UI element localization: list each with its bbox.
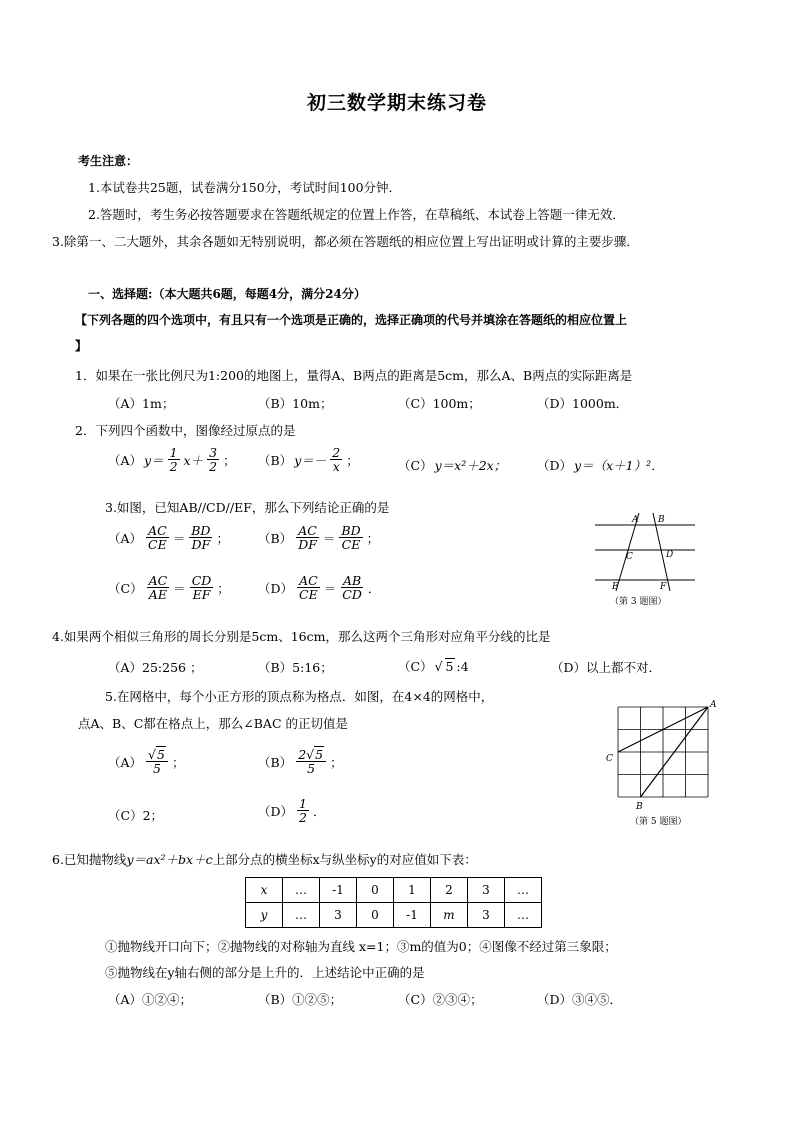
q5-label-d: （D）: [258, 803, 294, 819]
q4-option-c: [398, 657, 469, 675]
q3-d-f1-den: CE: [299, 587, 318, 603]
q3-c-frac2: [190, 574, 214, 601]
q5-d-end: ．: [312, 803, 326, 819]
q6-stem-expr: y＝ax²＋bx＋c: [126, 852, 213, 867]
q3-stem: 3.如图，已知AB//CD//EF，那么下列结论正确的是: [105, 500, 390, 515]
q3-label-b: （B）: [258, 530, 293, 546]
q3-option-d: [258, 574, 380, 601]
q5-figure-caption: （第 5 题图）: [630, 817, 687, 827]
table-cell: …: [283, 903, 320, 928]
table-cell: 3: [468, 878, 505, 903]
q4-c-rest: :4: [456, 658, 469, 674]
q3-figure-caption: （第 3 题图）: [610, 597, 667, 607]
q2-label-d: （D）: [537, 458, 573, 473]
q3-b-f2-den: CE: [341, 537, 361, 553]
q3-label-c: （C）: [108, 580, 143, 596]
q5-a-root: 5: [157, 747, 165, 762]
q3-option-a: [108, 524, 229, 551]
q5-a-frac: [146, 748, 168, 775]
q3-option-b: [258, 524, 379, 551]
q2-a-frac1-num: 1: [169, 445, 178, 460]
notice-item-1: 1.本试卷共25题，试卷满分150分，考试时间100分钟．: [88, 180, 402, 195]
sqrt-icon: √: [306, 747, 315, 762]
q2-a-frac2: [207, 446, 219, 473]
q2-a-mid: x＋: [183, 452, 204, 468]
q2-c-expr: y＝x²＋2x；: [434, 458, 507, 473]
q3-b-f1-num: AC: [298, 523, 317, 538]
sqrt-icon: √: [148, 747, 156, 762]
q5-b-den: 5: [307, 761, 316, 777]
q5-stem-line2: 点A、B、C都在格点上，那么∠BAC 的正切值是: [78, 716, 349, 731]
q6-option-a: （A）①②④；: [108, 992, 193, 1007]
q3-label-d: （D）: [258, 580, 294, 596]
q6-stem-prefix: 6.已知抛物线: [52, 852, 127, 867]
q3-c-end: ；: [217, 580, 230, 596]
q2-stem: 2．下列四个函数中，图像经过原点的是: [75, 423, 296, 438]
q1-option-b: （B）10m；: [258, 396, 333, 411]
table-row: [246, 878, 542, 903]
q4-option-b: （B）5:16；: [258, 660, 333, 675]
q5-a-den: 5: [153, 761, 161, 777]
q2-a-frac1-den: 2: [169, 459, 178, 475]
sqrt-icon: √: [434, 658, 443, 674]
table-cell: 0: [357, 903, 394, 928]
q4-label-c: （C）: [398, 659, 433, 674]
q3-c-f2-den: EF: [192, 587, 211, 603]
page-title: 初三数学期末练习卷: [306, 92, 487, 114]
q4-option-a: （A）25:256 ；: [108, 660, 203, 675]
point-b-label: B: [658, 515, 665, 525]
q5-b-end: ；: [330, 754, 343, 770]
q2-label-a: （A）: [108, 452, 143, 468]
point-d-label: D: [666, 550, 674, 560]
q3-option-c: [108, 574, 230, 601]
q3-a-end: ；: [216, 530, 229, 546]
section1-title: 一、选择题:: [88, 287, 153, 301]
table-cell: 0: [357, 878, 394, 903]
notice-heading: 考生注意：: [78, 154, 139, 168]
q3-d-frac1: [297, 574, 320, 601]
q5-stem-line1: 5.在网格中，每个小正方形的顶点称为格点．如图，在4×4的网格中，: [105, 689, 494, 704]
q5-d-num: 1: [299, 796, 307, 811]
point-c-label: C: [626, 552, 633, 562]
q2-b-frac: [330, 446, 342, 473]
q2-a-end: ；: [223, 452, 236, 468]
q2-d-expr: y＝（x＋1）²．: [574, 458, 664, 473]
q6-option-d: （D）③④⑤．: [537, 992, 623, 1007]
q3-d-f1-num: AC: [299, 573, 318, 588]
q5-d-frac: [297, 797, 309, 824]
point-c-label: C: [606, 754, 613, 764]
table-cell: 2: [431, 878, 468, 903]
q2-a-frac1: [168, 446, 180, 473]
table-cell: 1: [394, 878, 431, 903]
q1-option-d: （D）1000m．: [537, 396, 629, 411]
point-e-label: E: [612, 582, 619, 592]
q2-option-a: [108, 446, 236, 473]
q5-label-b: （B）: [258, 754, 293, 770]
q1-option-c: （C）100m；: [398, 396, 481, 411]
q5-label-a: （A）: [108, 754, 143, 770]
table-cell: …: [505, 903, 542, 928]
q3-a-f1-den: CE: [148, 537, 167, 553]
q4-c-root: 5: [445, 659, 454, 674]
q2-b-frac-den: x: [332, 459, 340, 475]
q3-b-end: ；: [366, 530, 380, 546]
q3-c-f1-den: AE: [148, 587, 167, 603]
section1-heading: [88, 285, 366, 302]
q5-option-b: [258, 748, 343, 775]
table-cell: 3: [468, 903, 505, 928]
q3-d-end: ．: [367, 580, 381, 596]
q4-option-d: （D）以上都不对．: [551, 660, 662, 675]
section1-instruction: 【下列各题的四个选项中，有且只有一个选项是正确的，选择正确项的代号并填涂在答题纸的相应位置上: [75, 313, 628, 327]
q3-d-frac2: [340, 574, 364, 601]
q5-b-coef: 2: [298, 747, 307, 762]
q3-c-f1-num: AC: [148, 573, 168, 588]
q2-label-c: （C）: [398, 458, 433, 473]
q3-a-frac2: [189, 524, 212, 551]
q3-b-f2-num: BD: [341, 523, 361, 538]
q3-figure: [590, 505, 700, 610]
point-a-label: A: [710, 700, 717, 710]
q5-option-c: （C）2；: [108, 808, 164, 823]
q5-d-den: 2: [299, 810, 307, 826]
q3-b-frac1: [296, 524, 319, 551]
q3-label-a: （A）: [108, 530, 143, 546]
notice-item-2: 2.答题时，考生务必按答题要求在答题纸规定的位置上作答，在草稿纸、本试卷上答题一律无效．: [88, 207, 625, 222]
q2-a-frac2-num: 3: [209, 445, 218, 460]
table-cell: -1: [394, 903, 431, 928]
q3-a-eq: ＝: [172, 530, 186, 546]
table-row: [246, 903, 542, 928]
q3-d-eq: ＝: [323, 580, 337, 596]
point-f-label: F: [660, 582, 667, 592]
q6-statements-line2: ⑤抛物线在y轴右侧的部分是上升的．上述结论中正确的是: [105, 965, 425, 980]
q6-value-table: [245, 877, 542, 928]
q2-option-d: [537, 456, 664, 474]
q5-b-root: 5: [315, 747, 324, 762]
q3-a-f2-num: BD: [191, 523, 211, 538]
q2-b-frac-num: 2: [332, 445, 341, 460]
q3-b-eq: ＝: [322, 530, 336, 546]
q2-a-lhs: y＝: [144, 452, 164, 468]
q5-option-a: [108, 748, 184, 775]
table-cell: x: [246, 878, 283, 903]
q3-d-f2-num: AB: [342, 573, 362, 588]
q3-a-f1-num: AC: [148, 523, 167, 538]
q3-a-frac1: [146, 524, 169, 551]
q3-d-f2-den: CD: [342, 587, 362, 603]
q2-label-b: （B）: [258, 452, 293, 468]
q2-option-b: [258, 446, 359, 473]
section1-instruction-end: 】: [75, 339, 88, 353]
q6-statements-line1: ①抛物线开口向下；②抛物线的对称轴为直线 x=1；③m的值为0；④图像不经过第三象限；: [105, 939, 617, 954]
q5-a-end: ；: [171, 754, 185, 770]
q6-option-c: （C）②③④；: [398, 992, 483, 1007]
q3-c-frac1: [147, 574, 170, 601]
q1-stem: 1．如果在一张比例尺为1:200的地图上，量得A、B两点的距离是5cm，那么A、B两点的实际距离是: [75, 368, 633, 383]
q3-c-f2-num: CD: [191, 573, 212, 588]
table-cell: m: [431, 903, 468, 928]
point-a-label: A: [632, 515, 639, 525]
q5-figure: [600, 695, 725, 830]
grid: [618, 707, 708, 797]
q6-option-b: （B）①②⑤；: [258, 992, 343, 1007]
section1-note: （本大题共6题，每题4分，满分24分）: [152, 287, 366, 301]
q2-b-lhs: y＝－: [294, 452, 327, 468]
q4-stem: 4.如果两个相似三角形的周长分别是5cm、16cm，那么这两个三角形对应角平分线的比是: [52, 629, 551, 644]
q2-a-frac2-den: 2: [209, 459, 218, 475]
q2-b-end: ；: [346, 452, 359, 468]
point-b-label: B: [636, 802, 643, 812]
q5-b-frac: [296, 748, 326, 775]
table-cell: …: [283, 878, 320, 903]
q2-option-c: [398, 456, 506, 474]
table-cell: …: [505, 878, 542, 903]
q3-b-frac2: [339, 524, 362, 551]
q3-c-eq: ＝: [173, 580, 186, 596]
q3-a-f2-den: DF: [191, 537, 211, 553]
table-cell: 3: [320, 903, 357, 928]
q3-b-f1-den: DF: [298, 537, 317, 553]
table-cell: y: [246, 903, 283, 928]
q6-stem: [52, 850, 477, 868]
q1-option-a: （A）1m；: [108, 396, 175, 411]
table-cell: -1: [320, 878, 357, 903]
q5-option-d: [258, 797, 326, 824]
q6-stem-suffix: 上部分点的横坐标x与纵坐标y的对应值如下表：: [212, 852, 477, 867]
notice-item-3: 3.除第一、二大题外，其余各题如无特别说明，都必须在答题纸的相应位置上写出证明或计算的主要步骤．: [52, 234, 639, 249]
